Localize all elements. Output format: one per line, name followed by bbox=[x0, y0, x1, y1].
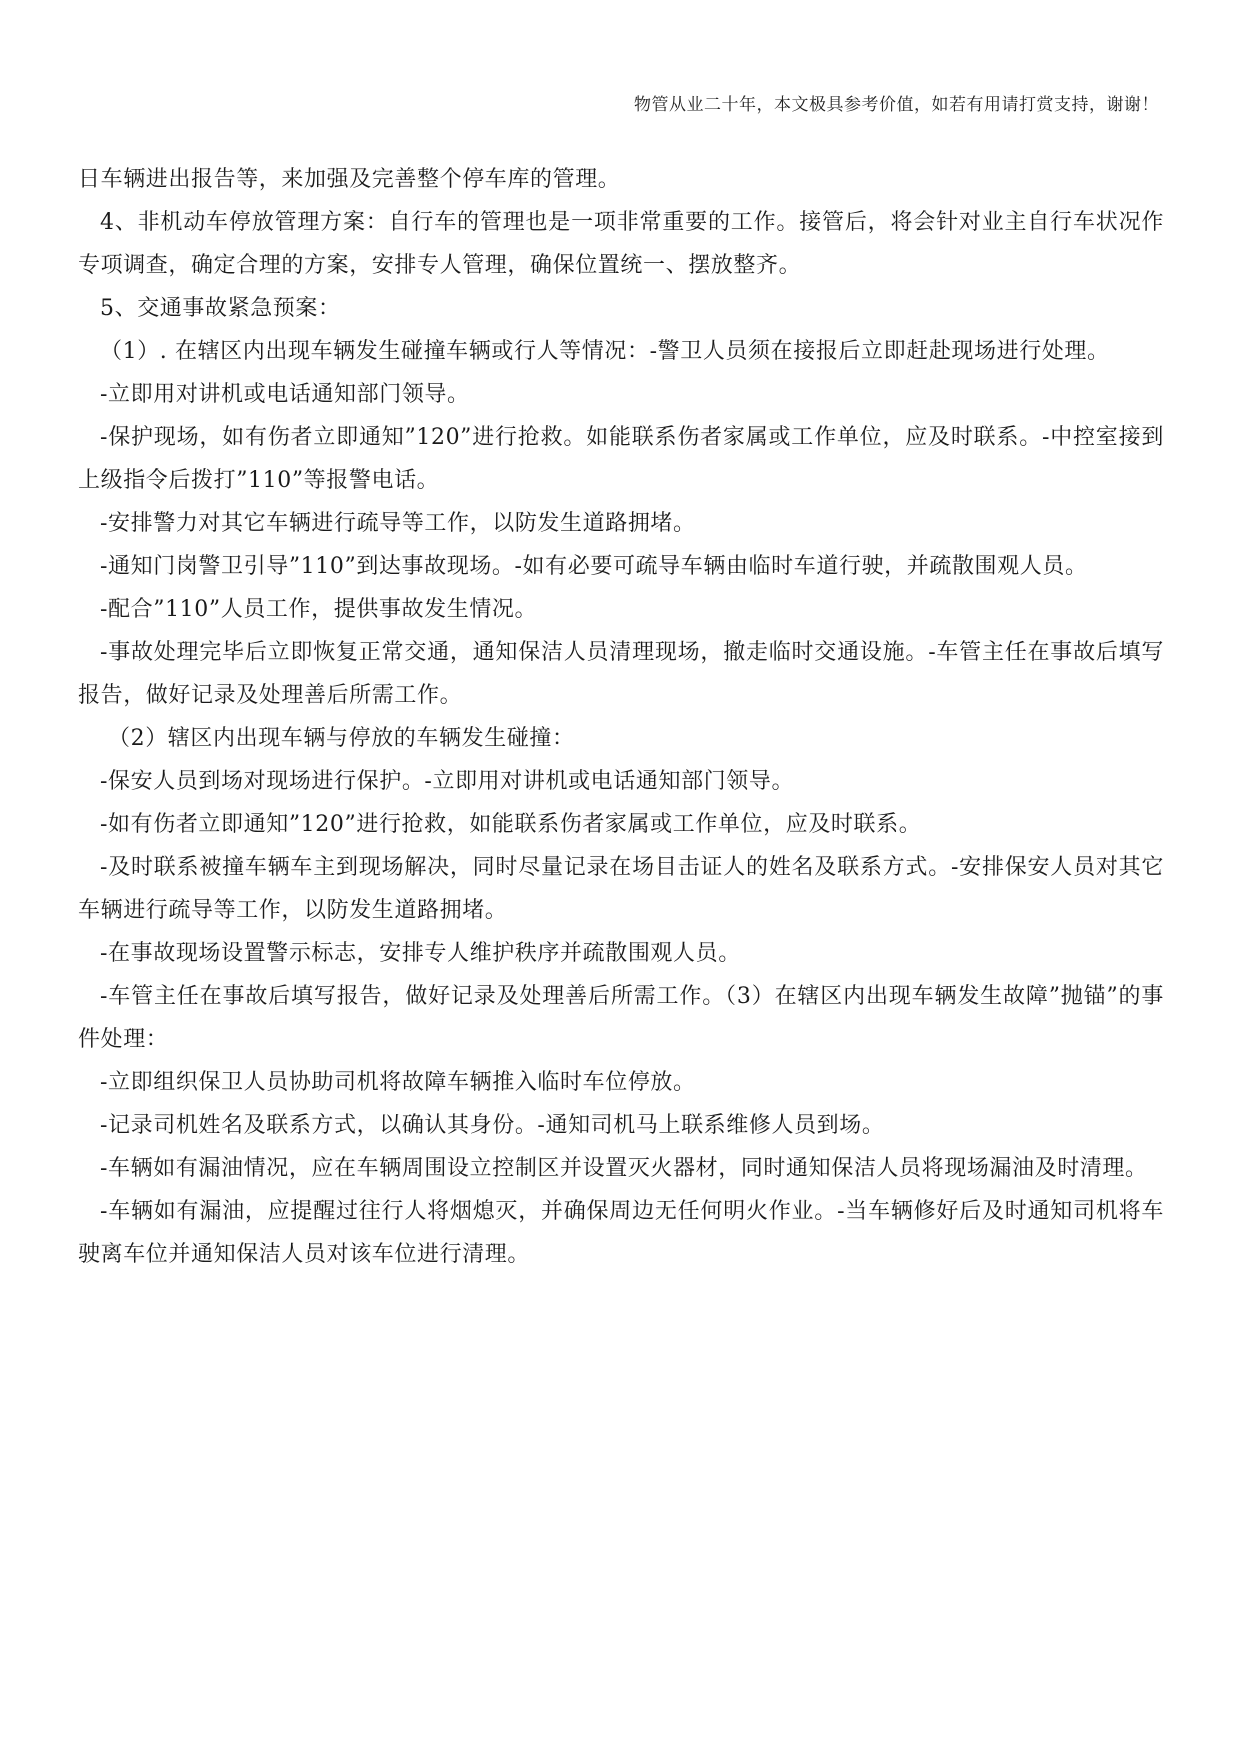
paragraph: -车辆如有漏油，应提醒过往行人将烟熄灭，并确保周边无任何明火作业。-当车辆修好后及时通知司机将车驶离车位并通知保洁人员对该车位进行清理。 bbox=[78, 1199, 1164, 1267]
paragraph: -车辆如有漏油情况，应在车辆周围设立控制区并设置灭火器材，同时通知保洁人员将现场漏油及时清理。 bbox=[100, 1156, 1148, 1181]
header-note: 物管从业二十年，本文极具参考价值，如若有用请打赏支持，谢谢！ bbox=[634, 95, 1159, 115]
paragraph: -安排警力对其它车辆进行疏导等工作，以防发生道路拥堵。 bbox=[100, 511, 696, 536]
paragraph: 4、非机动车停放管理方案：自行车的管理也是一项非常重要的工作。接管后，将会针对业主自行车状况作专项调查，确定合理的方案，安排专人管理，确保位置统一、摆放整齐。 bbox=[78, 210, 1164, 278]
paragraph: -车管主任在事故后填写报告，做好记录及处理善后所需工作。（3）在辖区内出现车辆发生故障”抛锚”的事件处理： bbox=[78, 984, 1164, 1052]
paragraph: -及时联系被撞车辆车主到现场解决，同时尽量记录在场目击证人的姓名及联系方式。-安排保安人员对其它车辆进行疏导等工作，以防发生道路拥堵。 bbox=[78, 855, 1164, 923]
document-body bbox=[78, 158, 1164, 1276]
paragraph: -如有伤者立即通知”120”进行抢救，如能联系伤者家属或工作单位，应及时联系。 bbox=[100, 812, 922, 837]
paragraph: -在事故现场设置警示标志，安排专人维护秩序并疏散围观人员。 bbox=[100, 941, 741, 966]
paragraph: -保安人员到场对现场进行保护。-立即用对讲机或电话通知部门领导。 bbox=[100, 769, 795, 794]
paragraph: -保护现场，如有伤者立即通知”120”进行抢救。如能联系伤者家属或工作单位，应及时联系。-中控室接到上级指令后拨打”110”等报警电话。 bbox=[78, 425, 1164, 493]
paragraph: （2）辖区内出现车辆与停放的车辆发生碰撞： bbox=[108, 726, 575, 751]
paragraph: -通知门岗警卫引导”110”到达事故现场。-如有必要可疏导车辆由临时车道行驶，并疏散围观人员。 bbox=[100, 554, 1088, 579]
paragraph: -立即用对讲机或电话通知部门领导。 bbox=[100, 382, 470, 407]
paragraph: 5、交通事故紧急预案： bbox=[100, 296, 341, 321]
paragraph: -事故处理完毕后立即恢复正常交通，通知保洁人员清理现场，撤走临时交通设施。-车管主任在事故后填写报告，做好记录及处理善后所需工作。 bbox=[78, 640, 1164, 708]
paragraph: -记录司机姓名及联系方式，以确认其身份。-通知司机马上联系维修人员到场。 bbox=[100, 1113, 885, 1138]
paragraph: -立即组织保卫人员协助司机将故障车辆推入临时车位停放。 bbox=[100, 1070, 696, 1095]
paragraph: 日车辆进出报告等，来加强及完善整个停车库的管理。 bbox=[78, 167, 621, 192]
paragraph: （1）. 在辖区内出现车辆发生碰撞车辆或行人等情况：-警卫人员须在接报后立即赶赴现场进行处理。 bbox=[100, 339, 1110, 364]
paragraph: -配合”110”人员工作，提供事故发生情况。 bbox=[100, 597, 538, 622]
